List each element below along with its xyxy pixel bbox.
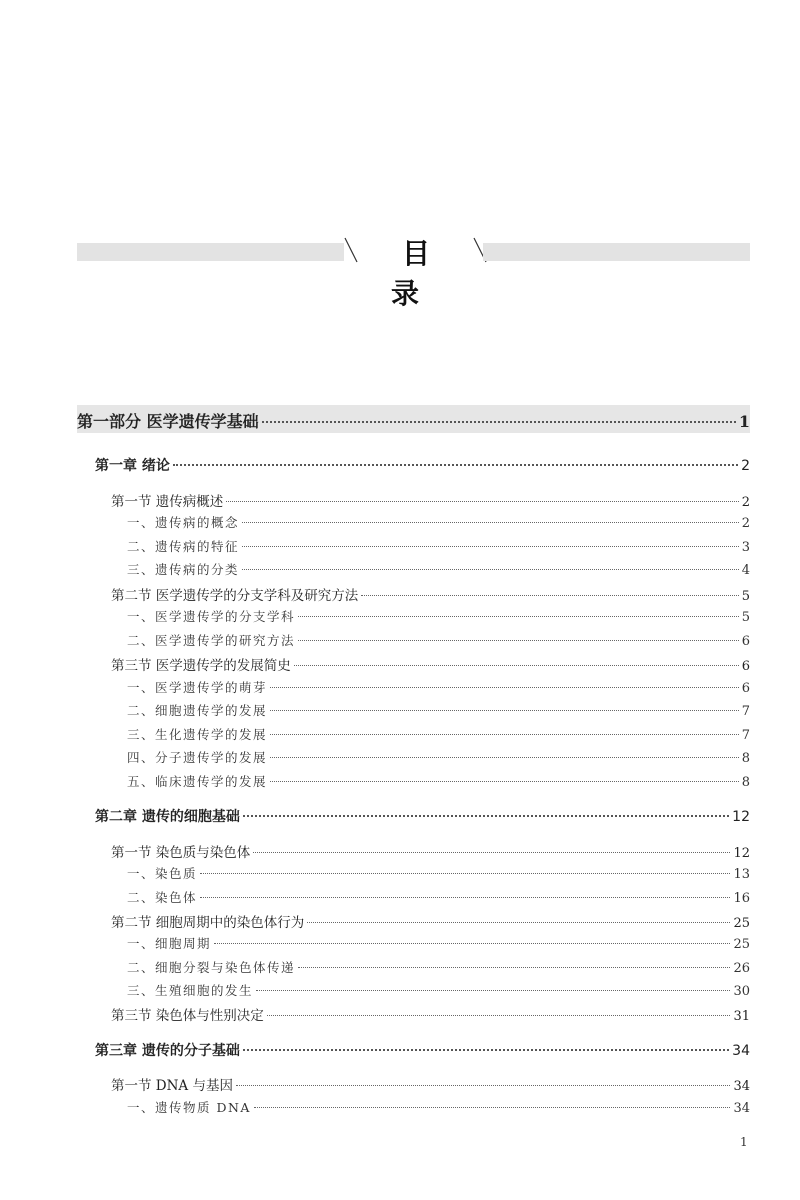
toc-entry-page: 2: [741, 495, 750, 510]
toc-leader: [242, 569, 739, 570]
toc-entry-label: 二、细胞遗传学的发展: [127, 703, 268, 718]
title-band-right: [483, 243, 750, 261]
toc-entry-page: 26: [733, 961, 750, 976]
toc-entry-page: 25: [733, 916, 750, 931]
toc-leader: [298, 616, 739, 617]
toc-entry-label: 一、染色质: [127, 866, 198, 881]
toc-entry-label: 二、细胞分裂与染色体传递: [127, 960, 296, 975]
toc-entry-label: 第三章 遗传的分子基础: [95, 1043, 240, 1059]
toc-item-entry[interactable]: [127, 888, 750, 906]
toc-section-entry[interactable]: [111, 490, 750, 510]
toc-item-entry[interactable]: [127, 1098, 750, 1116]
toc-entry-page: 12: [732, 809, 750, 825]
toc-item-entry[interactable]: [127, 607, 750, 625]
toc-entry-page: 5: [741, 610, 750, 625]
toc-item-entry[interactable]: [127, 537, 750, 555]
toc-entry-page: 6: [741, 659, 750, 674]
toc-entry-page: 34: [733, 1079, 750, 1094]
toc-entry-label: 三、生殖细胞的发生: [127, 983, 254, 998]
toc-leader: [298, 640, 739, 641]
toc-leader: [262, 421, 736, 423]
toc-entry-label: 二、医学遗传学的研究方法: [127, 633, 296, 648]
toc-leader: [200, 897, 730, 898]
toc-entry-label: 一、细胞周期: [127, 936, 212, 951]
toc-leader: [243, 1049, 729, 1051]
toc-leader: [200, 873, 730, 874]
toc-entry-page: 16: [733, 891, 750, 906]
toc-item-entry[interactable]: [127, 701, 750, 719]
toc-entry-page: 34: [732, 1043, 750, 1059]
toc-leader: [270, 710, 739, 711]
toc-entry-label: 一、医学遗传学的分支学科: [127, 609, 296, 624]
toc-leader: [214, 943, 730, 944]
toc-leader: [173, 464, 738, 466]
toc-entry-label: 一、医学遗传学的萌芽: [127, 680, 268, 695]
page-title: 目 录: [390, 237, 452, 310]
toc-item-entry[interactable]: [127, 981, 750, 999]
toc-part-label: 第一部分 医学遗传学基础: [77, 412, 259, 431]
toc-entry-label: 第三节 染色体与性别决定: [111, 1008, 264, 1024]
toc-entry-label: 第三节 医学遗传学的发展简史: [111, 658, 291, 674]
toc-entry-page: 25: [733, 937, 750, 952]
toc-part-page: 1: [738, 412, 750, 431]
toc-entry-label: 五、临床遗传学的发展: [127, 774, 268, 789]
toc-item-entry[interactable]: [127, 631, 750, 649]
toc-leader: [270, 687, 739, 688]
toc-entry-label: 二、染色体: [127, 890, 198, 905]
toc-item-entry[interactable]: [127, 958, 750, 976]
toc-leader: [256, 990, 730, 991]
title-slash-left-icon: [343, 236, 359, 264]
toc-entry-label: 第二节 细胞周期中的染色体行为: [111, 915, 305, 931]
toc-item-entry[interactable]: [127, 772, 750, 790]
toc-entry-page: 8: [741, 775, 750, 790]
toc-item-entry[interactable]: [127, 934, 750, 952]
toc-leader: [298, 967, 730, 968]
page-number: 1: [740, 1135, 748, 1149]
toc-item-entry[interactable]: [127, 513, 750, 531]
toc-entry-page: 3: [741, 540, 750, 555]
toc-item-entry[interactable]: [127, 748, 750, 766]
toc-leader: [254, 1107, 730, 1108]
toc-item-entry[interactable]: [127, 864, 750, 882]
toc-entry-label: 二、遗传病的特征: [127, 539, 240, 554]
toc-entry-label: 一、遗传物质 DNA: [127, 1100, 251, 1115]
toc-entry-label: 第二节 医学遗传学的分支学科及研究方法: [111, 588, 359, 604]
toc-entry-label: 四、分子遗传学的发展: [127, 750, 268, 765]
toc-entry-label: 第一节 遗传病概述: [111, 494, 224, 510]
toc-entry-label: 第一节 染色质与染色体: [111, 845, 251, 861]
toc-entry-label: 一、遗传病的概念: [127, 515, 240, 530]
toc-entry-page: 4: [741, 563, 750, 578]
toc-leader: [270, 734, 739, 735]
toc-item-entry[interactable]: [127, 560, 750, 578]
toc-entry-label: 三、遗传病的分类: [127, 562, 240, 577]
toc-leader: [294, 665, 739, 666]
toc-entry-page: 12: [733, 846, 750, 861]
toc-entry-label: 第二章 遗传的细胞基础: [95, 809, 240, 825]
toc-section-entry[interactable]: [111, 584, 750, 604]
toc-entry-page: 7: [741, 728, 750, 743]
toc-leader: [242, 546, 739, 547]
toc-section-entry[interactable]: [111, 841, 750, 861]
toc-item-entry[interactable]: [127, 725, 750, 743]
toc-part-entry[interactable]: [77, 409, 750, 432]
toc-entry-label: 第一节 DNA 与基因: [111, 1078, 233, 1094]
title-band-left: [77, 243, 344, 261]
toc-chapter-entry[interactable]: [95, 806, 750, 826]
toc-entry-page: 7: [741, 704, 750, 719]
toc-leader: [226, 501, 738, 502]
toc-section-entry[interactable]: [111, 1074, 750, 1094]
toc-entry-page: 5: [741, 589, 750, 604]
toc-entry-page: 34: [733, 1101, 750, 1116]
toc-entry-page: 6: [741, 681, 750, 696]
toc-section-entry[interactable]: [111, 654, 750, 674]
toc-entry-label: 三、生化遗传学的发展: [127, 727, 268, 742]
toc-title-band: [77, 234, 750, 310]
toc-leader: [270, 757, 739, 758]
toc-entry-page: 2: [741, 458, 750, 474]
toc-entry-page: 13: [733, 867, 750, 882]
toc-entry-page: 6: [741, 634, 750, 649]
toc-leader: [242, 522, 739, 523]
toc-leader: [243, 815, 729, 817]
toc-leader: [270, 781, 739, 782]
toc-entry-page: 8: [741, 751, 750, 766]
toc-leader: [361, 595, 738, 596]
toc-leader: [267, 1015, 731, 1016]
toc-leader: [307, 922, 730, 923]
toc-entry-label: 第一章 绪论: [95, 458, 170, 474]
toc-section-entry[interactable]: [111, 1004, 750, 1024]
toc-item-entry[interactable]: [127, 678, 750, 696]
toc-section-entry[interactable]: [111, 911, 750, 931]
toc-chapter-entry[interactable]: [95, 1040, 750, 1060]
toc-leader: [236, 1085, 730, 1086]
toc-leader: [253, 852, 730, 853]
toc-entry-page: 30: [733, 984, 750, 999]
toc-entry-page: 2: [741, 516, 750, 531]
toc-entry-page: 31: [733, 1009, 750, 1024]
toc-chapter-entry[interactable]: [95, 455, 750, 475]
